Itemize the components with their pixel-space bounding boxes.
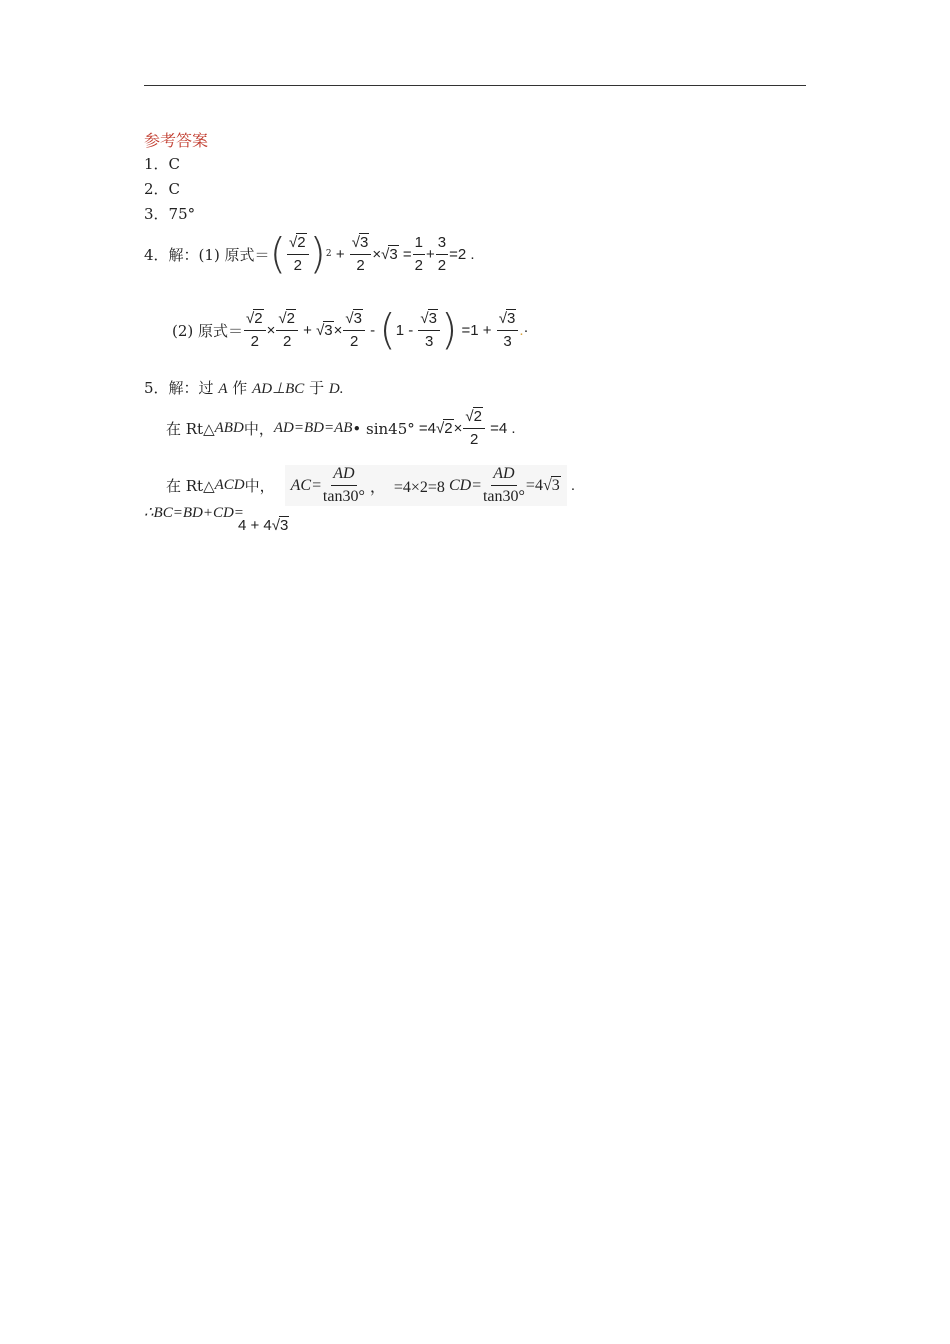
q4-part2: (2) 原式＝ $\frac{√2}{2}$ × $\frac{√2}{2}$ + √3× $\frac{√3}{2}$ - ( 1 - $\frac{√3}{3}$ ) =1 + $\frac{√3}{3}$ . ·: [172, 305, 529, 354]
q5-formula-box: AC= $\frac{AD}{\tan 30^\circ}$ ， =4×2=8 CD= $\frac{AD}{\tan 30^\circ}$ =4√3: [285, 465, 567, 506]
q5-line2: 在 Rt△ ABD 中， AD=BD=AB • sin45° =4√2× $\frac{√2}{2}$ =4 .: [166, 408, 516, 448]
answer-2: 2．C: [144, 180, 181, 198]
answer-1: 1．C: [144, 155, 181, 173]
answer-3: 3．75°: [144, 205, 196, 223]
answer-heading: 参考答案: [144, 131, 209, 150]
q4-part2-label: (2) 原式＝: [172, 321, 244, 340]
q4-label: 4．解：(1) 原式＝: [144, 245, 270, 264]
q5-intro: 5．解：过 A 作 AD⊥BC 于 D.: [144, 379, 344, 397]
q5-line3: 在 Rt△ ACD 中， AC= $\frac{AD}{\tan 30^\circ}$ ， =4×2=8 CD= $\frac{AD}{\tan 30^\circ}$ =4√3 .: [166, 465, 576, 505]
q5-result: 4 + 4√3: [238, 517, 289, 534]
q5-line4: ∴BC=BD+CD=: [144, 505, 244, 521]
q4-part1: 4．解：(1) 原式＝ ( $\frac{√2}{2}$ ) 2 + $\frac{√3}{2}$ ×√3 = $\frac{1}{2}$ + $\frac{3}{2}$ =2 .: [144, 229, 475, 278]
header-rule: [144, 85, 806, 86]
